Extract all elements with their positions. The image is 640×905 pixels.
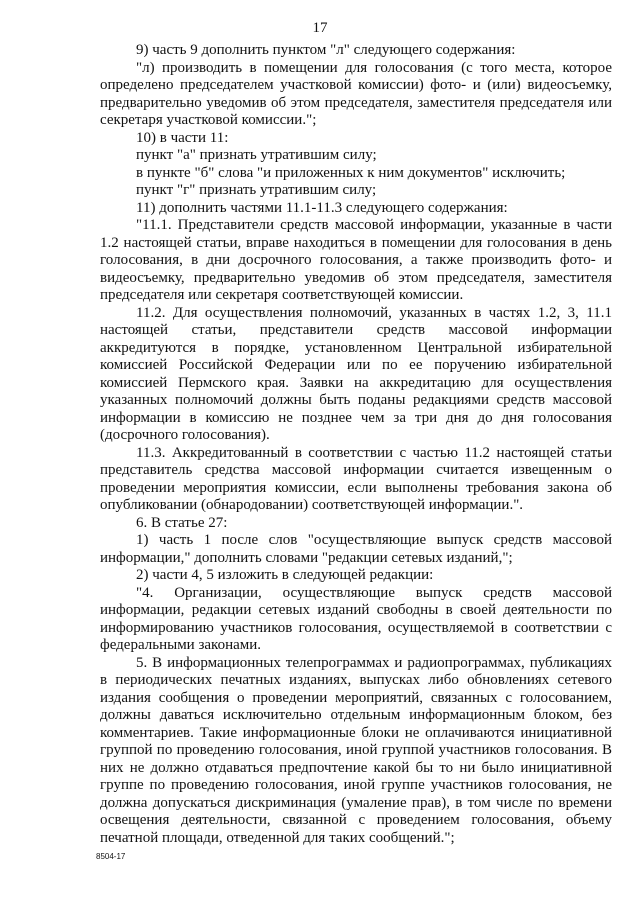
paragraph: пункт "а" признать утратившим силу; xyxy=(136,147,377,163)
paragraph: 11.3. Аккредитованный в соответствии с частью 11.2 настоящей статьи представитель средства массовой информации считается извещенным о проведении мероприятия комиссии, если выполнены требования закона об опубликовании (обнародовании) соответствующей информации.". xyxy=(100,444,612,513)
paragraph: 2) части 4, 5 изложить в следующей редакции: xyxy=(136,567,434,583)
paragraph: "4. Организации, осуществляющие выпуск средств массовой информации, редакции сетевых изданий свободны в своей деятельности по информированию участников голосования, осуществляемой в соответствии с федеральными законами. xyxy=(100,584,612,653)
paragraph: 1) часть 1 после слов "осуществляющие выпуск средств массовой информации," дополнить словами "редакции сетевых изданий,"; xyxy=(100,532,612,566)
paragraph: 11) дополнить частями 11.1-11.3 следующего содержания: xyxy=(136,199,508,216)
paragraph: "л) производить в помещении для голосования (с того места, которое определено председателем участковой комиссии) фото- и (или) видеосъемку, предварительно уведомив об этом председателя, заместителя председателя или секретаря участковой комиссии."; xyxy=(100,59,612,128)
paragraph: 5. В информационных телепрограммах и радиопрограммах, публикациях в периодических печатных изданиях, выпусках либо обновлениях сетевого издания сообщения о проведении мероприятий, связанных с голосованием, должны даваться исключительно отдельным информационным блоком, без комментариев. Такие информационные блоки не оплачиваются инициативной группой по проведению голосования, иной группой участников голосования. В них не должно отдаваться предпочтение какой бы то ни было инициативной группе по проведению голосования, иной группе участников голосования, не должна допускаться дискриминация (умаление прав), в том числе по времени освещения деятельности, связанной с проведением голосования, объему печатной площади, отведенной для таких сообщений."; xyxy=(100,654,612,846)
paragraph: в пункте "б" слова "и приложенных к ним документов" исключить; xyxy=(136,164,566,181)
paragraph: 6. В статье 27: xyxy=(136,514,228,531)
paragraph: пункт "г" признать утратившим силу; xyxy=(136,182,377,198)
paragraph: 11.2. Для осуществления полномочий, указанных в частях 1.2, 3, 11.1 настоящей статьи, представители средств массовой информации аккредитуются в порядке, установленном Центральной избирательной комиссией Российской Федерации или по ее поручению избирательной комиссией Пермского края. Заявки на аккредитацию для осуществления указанных полномочий должны быть поданы редакциями средств массовой информации в комиссию не позднее чем за три дня до дня голосования (досрочного голосования). xyxy=(100,304,612,443)
paragraph: 9) часть 9 дополнить пунктом "л" следующего содержания: xyxy=(136,42,516,58)
paragraph: "11.1. Представители средств массовой информации, указанные в части 1.2 настоящей статьи, вправе находиться в помещении для голосования в день голосования, в дни досрочного голосования, а также производить фото- и видеосъемку, предварительно уведомив об этом председателя, заместителя председателя или секретаря соответствующей комиссии. xyxy=(100,217,612,303)
body-text xyxy=(100,42,612,847)
footer-code: 8504-17 xyxy=(96,852,126,861)
page-number: 17 xyxy=(312,20,328,36)
paragraph: 10) в части 11: xyxy=(136,129,229,146)
